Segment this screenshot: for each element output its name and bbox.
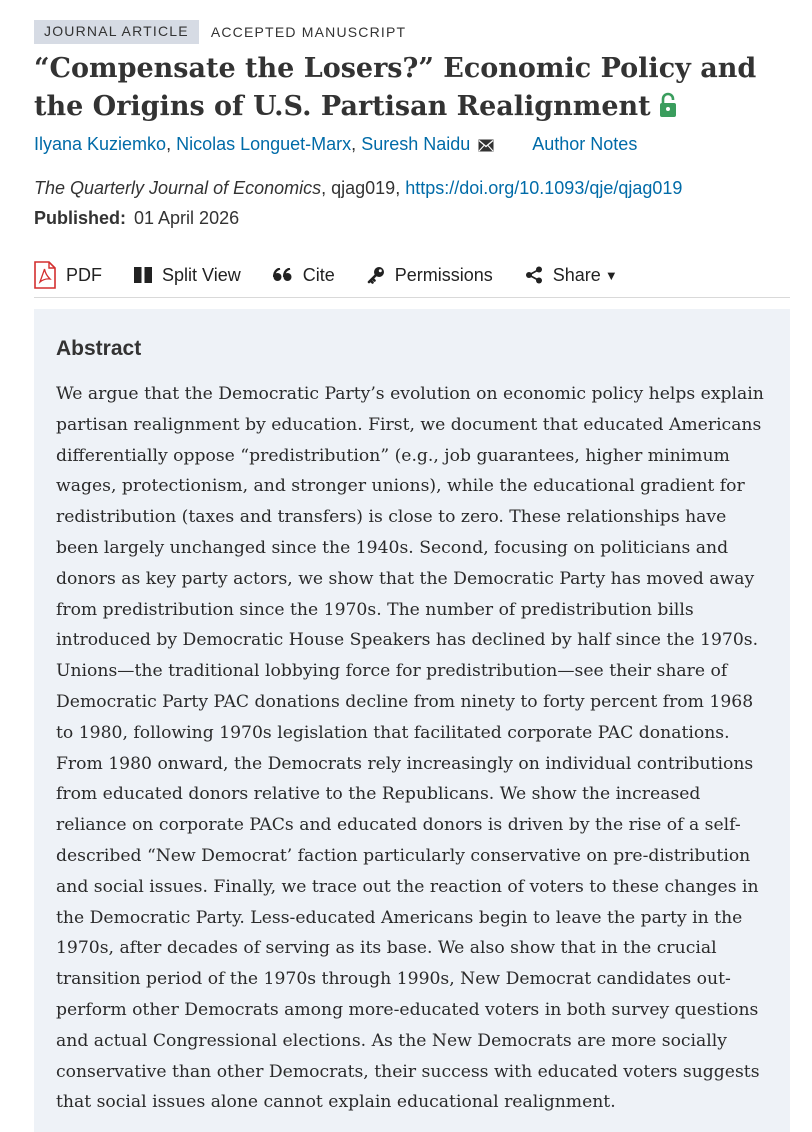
cite-label: Cite bbox=[302, 264, 335, 285]
journal-name: The Quarterly Journal of Economics bbox=[34, 178, 322, 198]
permissions-label: Permissions bbox=[394, 264, 493, 285]
article-type-tag: JOURNAL ARTICLE bbox=[34, 20, 199, 44]
author-list: Ilyana Kuziemko, Nicolas Longuet-Marx, Suresh Naidu Author Notes bbox=[34, 132, 637, 158]
doi-link[interactable]: https://doi.org/10.1093/qje/qjag019 bbox=[405, 178, 683, 198]
split-view-label: Split View bbox=[162, 264, 241, 285]
envelope-icon[interactable] bbox=[478, 134, 494, 158]
abstract-text: We argue that the Democratic Party’s evolution on economic policy helps explain partisan realignment by education. First, we document that educated Americans differentially oppose “predistribution” (e.g., job guarantees, higher minimum wages, protectionism, and stronger unions), while the educational gradient for redistribution (taxes and transfers) is close to zero. These relationships have been largely unchanged since the 1940s. Second, focusing on politicians and donors as key party actors, we show that the Democratic Party has moved away from predistribution since the 1970s. The number of predistribution bills introduced by Democratic House Speakers has declined by half since the 1970s. Unions—the traditional lobbying force for predistribution—see their share of Democratic Party PAC donations decline from ninety to forty percent from 1968 to 1980, following 1970s legislation that facilitated corporate PAC donations. From 1980 onward, the Democrats rely increasingly on individual contributions from educated donors relative to the Republicans. We show the increased reliance on corporate PACs and educated donors is driven by the rise of a self-described “New Democrat’ faction particularly conservative on pre-distribution and social issues. Finally, we trace out the reaction of voters to these changes in the Democratic Party. Less-educated Americans begin to leave the party in the 1970s, after decades of serving as its base. We also show that in the crucial transition period of the 1970s through 1990s, New Democrat candidates out-perform other Democrats among more-educated voters in both survey questions and actual Congressional elections. As the New Democrats are more socially conservative than other Democrats, their success with educated voters suggests that social issues alone cannot explain educational realignment. bbox=[56, 384, 764, 1113]
citation-line bbox=[34, 176, 682, 200]
published-line bbox=[34, 206, 239, 230]
author-link[interactable]: Nicolas Longuet-Marx bbox=[176, 134, 352, 154]
manuscript-status-tag: ACCEPTED MANUSCRIPT bbox=[210, 24, 407, 40]
author-link[interactable]: Suresh Naidu bbox=[361, 134, 471, 154]
cite-button[interactable] bbox=[273, 255, 335, 295]
permissions-button[interactable] bbox=[367, 255, 493, 295]
pdf-icon bbox=[34, 261, 56, 289]
author-link[interactable]: Ilyana Kuziemko bbox=[34, 134, 167, 154]
abstract-heading: Abstract bbox=[56, 337, 142, 360]
caret-down-icon: ▼ bbox=[604, 267, 618, 283]
published-label: Published: bbox=[34, 208, 127, 228]
share-button[interactable] bbox=[525, 255, 618, 295]
article-id: , qjag019, bbox=[321, 178, 406, 198]
open-access-lock-icon bbox=[659, 91, 677, 129]
quote-icon bbox=[273, 268, 293, 282]
pdf-button[interactable] bbox=[34, 255, 102, 295]
share-icon bbox=[525, 266, 543, 284]
article-title-text: “Compensate the Losers?” Economic Policy and the Origins of U.S. Partisan Realignment bbox=[34, 53, 757, 122]
article-title bbox=[34, 50, 794, 129]
article-toolbar bbox=[34, 255, 790, 298]
pdf-label: PDF bbox=[66, 264, 102, 285]
key-icon bbox=[367, 266, 385, 284]
share-label: Share bbox=[552, 264, 601, 285]
split-view-icon bbox=[134, 267, 152, 283]
split-view-button[interactable] bbox=[134, 255, 241, 295]
published-date: 01 April 2026 bbox=[134, 208, 240, 228]
abstract-section bbox=[34, 309, 790, 1132]
article-tags bbox=[34, 20, 406, 44]
author-notes-link[interactable]: Author Notes bbox=[532, 134, 638, 154]
